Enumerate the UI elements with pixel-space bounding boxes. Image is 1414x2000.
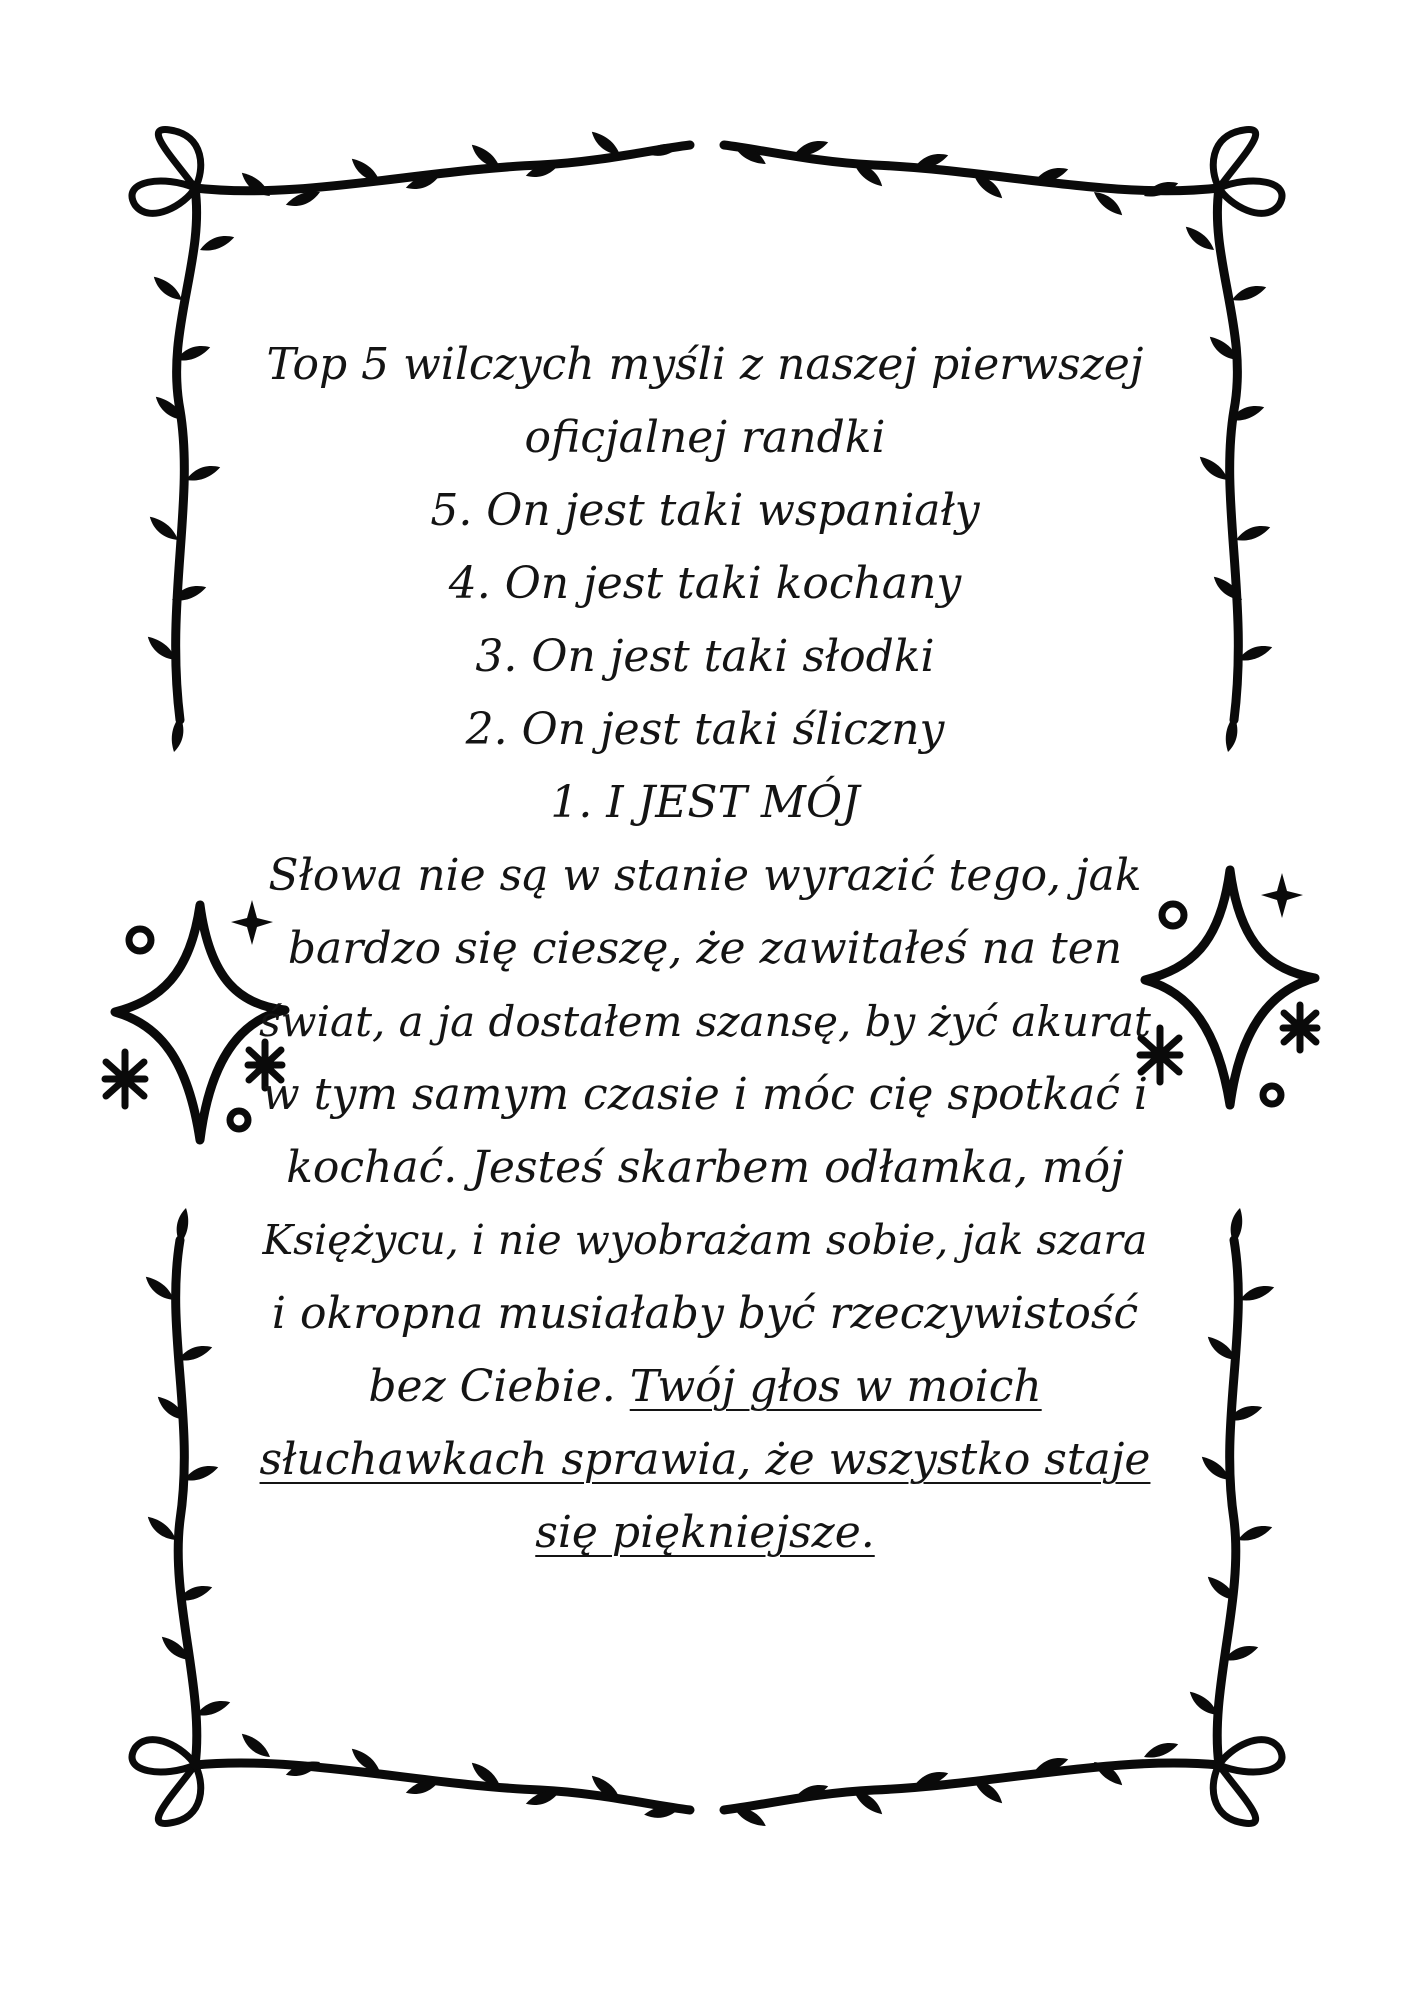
underlined-text: się piękniejsze.	[535, 1507, 875, 1558]
bow-icon	[1213, 1740, 1282, 1824]
note-title-line: Top 5 wilczych myśli z naszej pierwszej	[266, 339, 1144, 390]
vine-icon	[724, 134, 1219, 217]
message-line: świat, a ja dostałem szansę, by żyć akurat	[259, 997, 1151, 1046]
list-item: 4. On jest taki kochany	[448, 558, 962, 609]
message-line: Księżycu, i nie wyobrażam sobie, jak szara	[262, 1216, 1148, 1264]
note-text	[255, 328, 1155, 1569]
message-line: bardzo się cieszę, że zawitałeś na ten	[287, 923, 1123, 974]
vine-icon	[143, 188, 235, 752]
sparkle-star-icon	[1140, 870, 1317, 1105]
message-line: kochać. Jesteś skarbem odłamka, mój	[286, 1142, 1124, 1193]
bow-icon	[1213, 130, 1282, 214]
vine-icon	[195, 1732, 690, 1824]
vine-icon	[141, 1208, 231, 1765]
message-line: Słowa nie są w stanie wyrazić tego, jak	[268, 850, 1142, 901]
note-title-line: oficjalnej randki	[524, 412, 886, 463]
vine-icon	[1181, 188, 1273, 752]
underlined-text: Twój głos w moich	[629, 1361, 1042, 1412]
message-line: w tym samym czasie i móc cię spotkać i	[262, 1069, 1148, 1120]
bow-icon	[132, 1740, 201, 1824]
list-item: 3. On jest taki słodki	[475, 631, 935, 682]
underlined-text: słuchawkach sprawia, że wszystko staje	[259, 1434, 1151, 1485]
message-line	[255, 1350, 1155, 1423]
vine-icon	[724, 1736, 1219, 1828]
list-item: 5. On jest taki wspaniały	[430, 485, 980, 536]
message-line	[255, 1423, 1155, 1496]
bow-icon	[132, 130, 201, 214]
list-item: 1. I JEST MÓJ	[550, 777, 860, 828]
message-line: i okropna musiałaby być rzeczywistość	[271, 1288, 1139, 1339]
vine-icon	[195, 130, 690, 213]
list-item: 2. On jest taki śliczny	[465, 704, 945, 755]
vine-icon	[1185, 1208, 1275, 1765]
message-line	[255, 1496, 1155, 1569]
message-text: bez Ciebie.	[368, 1361, 630, 1412]
